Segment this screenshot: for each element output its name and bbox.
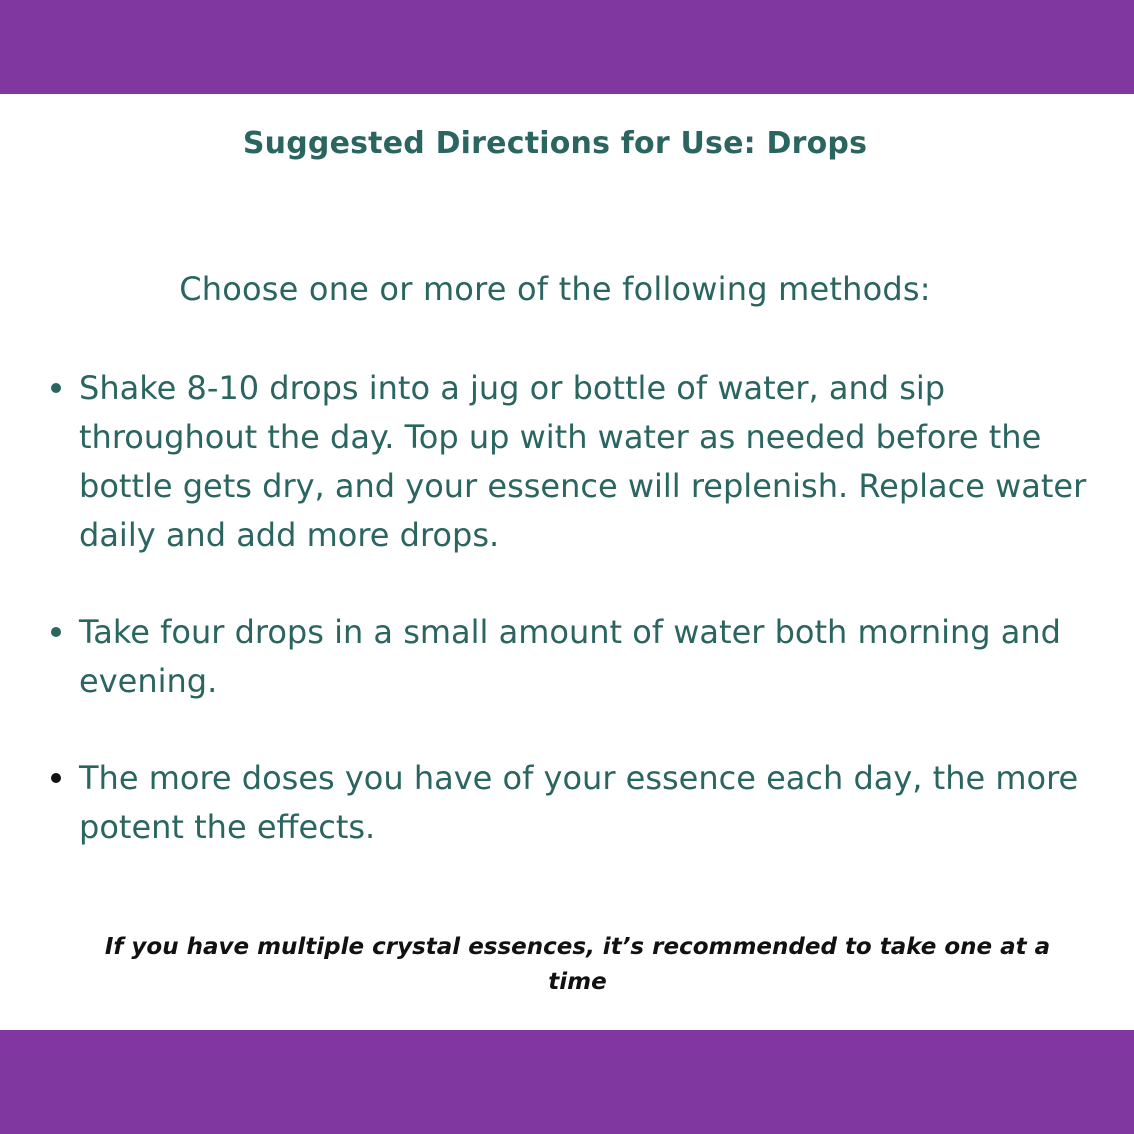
usage-note: If you have multiple crystal essences, it’s recommended to take one at a time (104, 934, 1051, 995)
list-item-text: Shake 8-10 drops into a jug or bottle of water, and sip throughout the day. Top up with water as needed before the bottle gets dry, and your essence will replenish. Replace water daily and add more drops. (79, 369, 1087, 554)
list-item-more-doses (48, 754, 1118, 852)
list-item-four-drops (48, 608, 1118, 706)
bullet-icon (51, 773, 61, 783)
list-item-shake-drops (48, 364, 1118, 560)
list-item-text: Take four drops in a small amount of water both morning and evening. (79, 613, 1061, 700)
bullet-icon (51, 627, 61, 637)
top-color-band (0, 0, 1134, 94)
bullet-icon (51, 383, 61, 393)
methods-intro: Choose one or more of the following methods: (179, 270, 931, 308)
methods-list (48, 364, 1118, 852)
page-title: Suggested Directions for Use: Drops (242, 126, 868, 161)
list-item-text: The more doses you have of your essence each day, the more potent the effects. (79, 759, 1079, 846)
bottom-color-band (0, 1030, 1134, 1134)
